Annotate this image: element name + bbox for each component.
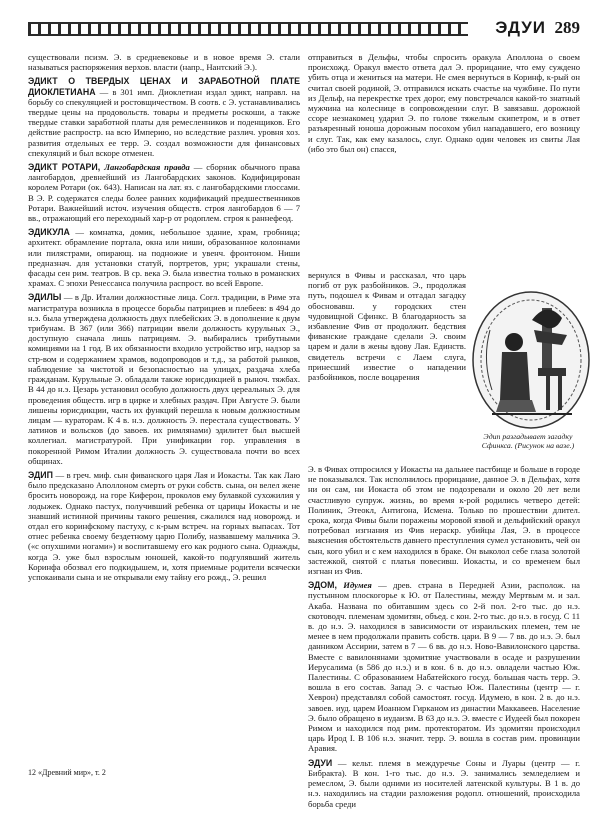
- entry-oedipus: ЭДИП — в греч. миф. сын фиванского царя Лая и Иокасты. Так как Лаю было предсказано Аполлоном смерть от руки собств. сына, он велел жене бросить новорожд. на горе Киферон, проколов ему булавкой сухожилия у лодыжек. Однако пастух, получивший ребенка от царицы Иокасты и не знавший истинной причины такого решения, сжалился над новорожд. и отдал его коринфскому пастуху, с к-рым встреч. на горных выпасах. Тот отнес ребенка своему бездетному царю Полибу, назвавшему мальчика Э. («с опухшими ногами») и воспитавшему его как родного сына. Однажды, когда Э. уже был взрослым юношей, какой-то подгулявший житель Коринфа обозвал его подкидышем, и, хотя приемные родители всячески успокаивали сына и не открывали ему тайну его рожд., Э. решил: [28, 469, 300, 582]
- left-column: [28, 52, 300, 586]
- running-head: ЭДУИ: [495, 18, 546, 37]
- entry-aediles: ЭДИЛЫ — в Др. Италии должностные лица. Согл. традиции, в Риме эта магистратура возникла в процессе борьбы патрициев и плебеев: в 494 до н.э. была утверждена должность двух плебейских Э. в дополнение к двум трибунам. В 367 (или 366) патриции ввели должность курульных Э., доступную сначала лишь патрициям. Э. выбирались трибутными комициями на 1 год. В их обязанности входило устройство игр, надзор за стр-вом и содержанием храмов, водопроводов и т.д., за работой рынков, наблюдение за чистотой и безопасностью на улицах, раздача хлеба гражданам. Курульные Э. обладали также юрисдикцией в рыноч. тяжбах. В 44 до н.э. Цезарь установил особую должность двух цереальных Э. для проведения обществ. игр в цирке и хлебных раздач. При Августе Э. были лишены юрисдикции, часть их функций перешла к новым должностным лицам — кураторам. К 4 в. н.э. должность Э. перестала существовать. У латинов и вольсков (до завоев. их римлянами) эдилитет был высшей коллегиал. магистратурой. При унификации гор. управления в покоренной Римом Италии должность Э. существовала почти во всех общинах.: [28, 292, 300, 466]
- headword: ЭДИП: [28, 469, 53, 480]
- vase-illustration: [472, 290, 590, 430]
- headword: ЭДИКТ РОТАРИ,: [28, 162, 101, 173]
- entry-edom: ЭДОМ, Идумея — древ. страна в Передней Азии, располож. на пустынном плоскогорье к Ю. от Палестины, между Мертвым м. и зал. Акаба. Названа по обитавшим здесь со 2-й пол. 2-го тыс. до н.э. скотоводч. племенам эдомитян, объед. с кон. 2-го тыс. до н.э. в госуд. С 11 в. до н.э. Э. находился в зависимости от израильских племен, тем не менее в нем продолжали править собств. цари. В 9 — 7 вв. до н.э. Э. был данником Ассирии, затем в 7 — 6 вв. до н.э. Ново-Вавилонского царства. Вместе с вавилонянами эдомитяне участвовали в осаде и разрушении Иерусалима (в 586 до н.э.) и в кон. 6 в. до н.э. овладели частью Юж. Палестины. С образованием Набатейского госуд. большая часть терр. Э. вошла в его состав. Запад Э. с частью Юж. Палестины (центр — г. Хеврон) представлял собой самостоят. госуд. Идумею, в кон. 2 в. до н.э. завоев. иуд. царем Иоанном Гирканом из династии Маккавеев. Население Э. было обращено в иудаизм. В 63 до н.э. Э. вместе с Иудеей был покорен Римом и находился под рим. протекторатом. Из эдомитян происходил царь Ирод I. В 106 н.э. значит. терр. Э. вошла в состав рим. провинции Аравия.: [308, 580, 580, 754]
- oedipus-end: Э. в Фивах отпросился у Иокасты на дальнее пастбище и больше в городе не показывался. Так исполнилось прорицание, данное Э. в Дельфах, хотя ни он сам, ни Иокаста об этом не подозревали и около 20 лет вели счастливую супруж. жизнь, во время к-рой родились четверо детей: Полиник, Этеокл, Антигона, Исмена. Только по прошествии длител. срока, когда Фивы были поражены моровой язвой и дельфийский оракул потребовал изгнания из Фив нераскр. убийцы Лая, Э. в процессе выяснения обстоятельств давнего преступления сумел установить, чей он сын, кого убил и с кем находился в браке. Он выколол себе глаза золотой застежкой, снятой с платья повесивш. Иокасты, и со временем был изгнан из Фив.: [308, 464, 580, 577]
- headword: ЭДУИ: [308, 757, 333, 768]
- right-column-top: [308, 52, 580, 268]
- entry-edict-prices: ЭДИКТ О ТВЕРДЫХ ЦЕНАХ И ЗАРАБОТНОЙ ПЛАТЕ ДИОКЛЕТИАНА — в 301 имп. Диоклетиан издал эдикт, направл. на борьбу со спекуляцией и ростовщичеством. В соотв. с Э. устанавливались твердые цены на продовольств. товары и предметы роскоши, а также твердые ставки заработной платы для ремесленников и поденщиков. Его действие распростр. на всю Империю, но вследствие различ. уровня хоз. развития отдельных ее терр. Э. создал возможности для финансовых спекуляций и был вскоре отменен.: [28, 76, 300, 158]
- right-column-rest: [308, 464, 580, 813]
- illustration-caption: Эдип разгадывает загадку Сфинкса. (Рисунок на вазе.): [481, 432, 575, 450]
- oedipus-wrap-text: вернулся в Фивы и рассказал, что царь погиб от рук разбойников. Э., продолжая путь, подошел к Фивам и отгадал загадку обосновавш. у городских стен чудовищной Сфинкс. В благодарность за избавление Фив от продолжит. бедствия фиванские граждане сделали Э. своим царем и дали в жены вдову Лая. Единств. свидетель встречи с Лаем слуга, принесший известие о нападении разбойников, после воцарения: [308, 270, 466, 383]
- headword: ЭДИКТ О ТВЕРДЫХ ЦЕНАХ И ЗАРАБОТНОЙ ПЛАТЕ ДИОКЛЕТИАНА: [28, 76, 300, 97]
- entry-edicula: ЭДИКУЛА — комнатка, домик, небольшое здание, храм, гробница; архитект. обрамление портала, окна или ниши, образованное колоннами или пилястрами, опирающ. на подножие и увенч. фронтоном. Ниши предназнач. для установки статуй, портретов, урн; украшали стены, фасады сен рим. театров. В ср. века Э. была известна только в романских храмах. С эпохи Ренессанса получила распрост. во всей Европе.: [28, 227, 300, 289]
- right-column-wrap: [308, 270, 466, 382]
- entry-continuation: существовали псизм. Э. в средневековье и в новое время Э. стали называться распоряжения верхов. власти (напр., Нантский Э.).: [28, 52, 300, 73]
- page-footer: 12 «Древний мир», т. 2: [28, 768, 106, 777]
- headword: ЭДИКУЛА: [28, 227, 70, 238]
- page-header: [28, 18, 580, 44]
- headword: ЭДИЛЫ: [28, 292, 62, 303]
- page-number: 289: [554, 18, 580, 37]
- meander-ornament: [28, 22, 468, 36]
- headword: ЭДОМ,: [308, 580, 337, 591]
- oedipus-continuation: отправиться в Дельфы, чтобы спросить оракула Аполлона о своем происхожд. Оракул вместо ответа дал Э. прорицание, что ему суждено убить отца и жениться на матери. Не смея вернуться в Коринф, к-рый он считал своей родиной, Э. отправился искать счастье на чужбине. По пути из Дельф, на перекрестке трех дорог, ему повстречался какой-то знатный мужчина на колеснице в сопровождении слуг. В завязавш. дорожной ссоре незнакомец ударил Э. по голове тяжелым скипетром, и в ответ разъяренный юноша дорожным посохом убил нападавшего, его возницу и слуг. Так, как ему казалось, слуг. Однако один человек из свиты Лая (ибо это был он) спасся,: [308, 52, 580, 154]
- entry-aedui: ЭДУИ — кельт. племя в междуречье Соны и Луары (центр — г. Бибракта). В кон. 1-го тыс. до н.э. Э. занимались земледелием и ремеслом, Э. были одними из носителей латенской культуры. В 1 в. до н.э. находились на стадии разложения родопл. отношений, происходила борьба среди: [308, 757, 580, 809]
- entry-edict-rothari: ЭДИКТ РОТАРИ, Лангобардская правда — сборник обычного права лангобардов, древнейший из Лангобардских законов. Кодифицирован королем Ротари (ок. 643). Написан на лат. яз. с лангобардскими глоссами. В Э. Р. содержатся следы более ранних кодификаций предшественников Ротари. Важнейший источ. изучения обществ. строя лангобардов 6 — 7 вв., отражающий его переходный хар-р от родоплем. строя к раннефеод.: [28, 162, 301, 224]
